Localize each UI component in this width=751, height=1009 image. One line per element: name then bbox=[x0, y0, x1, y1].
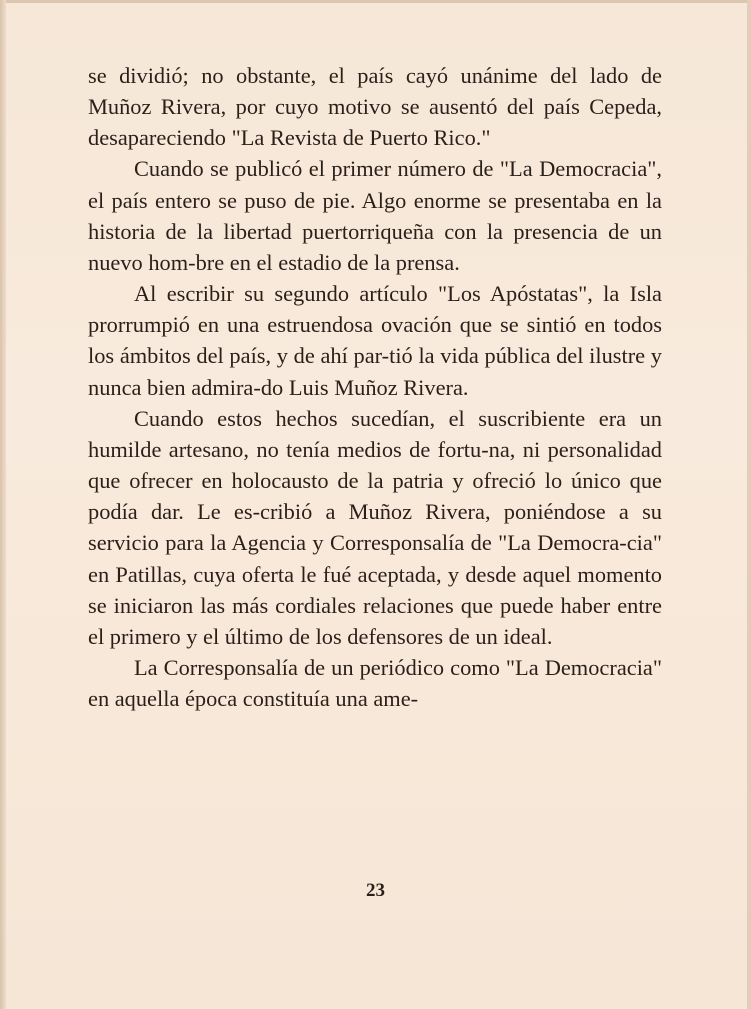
paragraph: La Corresponsalía de un periódico como "La Democracia" en aquella época constituía una ame- bbox=[88, 654, 662, 712]
page-right-edge bbox=[747, 0, 751, 1009]
paragraph: Al escribir su segundo artículo "Los Apóstatas", la Isla prorrumpió en una estruendosa ovación que se sintió en todos los ámbitos del país, y de ahí par-tió la vida pública del ilustre y nunca bien admira-do Luis Muñoz Rivera. bbox=[88, 281, 662, 400]
paragraph: Cuando estos hechos sucedían, el suscribiente era un humilde artesano, no tenía medios de fortu-na, ni personalidad que ofrecer en holocausto de la patria y ofreció lo único que podía dar. Le es-cribió a Muñoz Rivera, poniéndose a su servicio para la Agencia y Corresponsalía de "La Democra-cia" en Patillas, cuya oferta le fué aceptada, y desde aquel momento se iniciaron las más cordiales relaciones que puede haber entre el primero y el último de los defensores de un ideal. bbox=[88, 405, 662, 649]
paragraph: Cuando se publicó el primer número de "La Democracia", el país entero se puso de pie. Algo enorme se presentaba en la historia de la libertad puertorriqueña con la presencia de un nuevo hom-bre en el estadio de la prensa. bbox=[88, 156, 662, 275]
paragraph: se dividió; no obstante, el país cayó unánime del lado de Muñoz Rivera, por cuyo motivo se ausentó del país Cepeda, desapareciendo "La Revista de Puerto Rico." bbox=[88, 63, 662, 151]
page-top-edge bbox=[0, 0, 751, 3]
page-left-edge bbox=[0, 0, 6, 1009]
body-text bbox=[88, 60, 662, 714]
page-number: 23 bbox=[366, 880, 385, 901]
